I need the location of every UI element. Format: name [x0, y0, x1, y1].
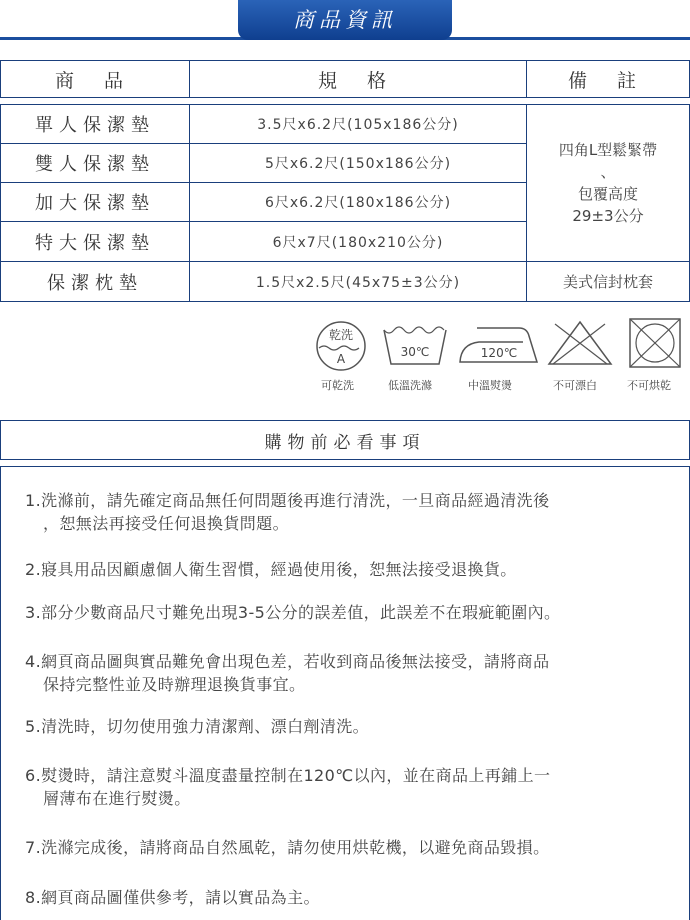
care-label-low-temp-wash: 低溫洗滌 — [388, 379, 432, 392]
notice-item — [25, 764, 675, 810]
wash-temp-text: 30℃ — [400, 345, 430, 359]
notice-item-line: 8.網頁商品圖僅供參考，請以實品為主。 — [25, 888, 320, 907]
note-line-1: 四角L型鬆緊帶 — [558, 141, 658, 159]
page-title: 商品資訊 — [238, 0, 452, 40]
notice-item-line: 3.部分少數商品尺寸難免出現3-5公分的誤差值，此誤差不在瑕疵範圍內。 — [25, 603, 561, 622]
notice-box — [0, 466, 690, 920]
notice-item — [25, 650, 675, 696]
notice-item-continuation: 保持完整性並及時辦理退換貨事宜。 — [43, 675, 306, 694]
note-pillow: 美式信封枕套 — [526, 261, 690, 302]
notice-item-line: 2.寢具用品因顧慮個人衛生習慣，經過使用後，恕無法接受退換貨。 — [25, 560, 517, 579]
product-spec-double: 5尺x6.2尺(150x186公分) — [189, 143, 527, 183]
notice-item — [25, 836, 675, 859]
product-name-double: 雙人保潔墊 — [0, 143, 190, 183]
title-bar — [0, 0, 690, 40]
product-spec-queen: 6尺x6.2尺(180x186公分) — [189, 182, 527, 222]
product-name-pillow: 保潔枕墊 — [0, 261, 190, 302]
care-label-no-tumble-dry: 不可烘乾 — [627, 379, 671, 392]
column-header-product: 商 品 — [0, 60, 190, 98]
product-name-single: 單人保潔墊 — [0, 104, 190, 144]
notice-item — [25, 715, 675, 738]
notice-item-line: 7.洗滌完成後，請將商品自然風乾，請勿使用烘乾機，以避免商品毀損。 — [25, 838, 550, 857]
care-label-no-bleach: 不可漂白 — [553, 379, 597, 392]
dry-clean-text: 乾洗 — [328, 328, 354, 342]
dry-clean-letter: A — [336, 352, 346, 366]
product-name-queen: 加大保潔墊 — [0, 182, 190, 222]
no-bleach-icon — [545, 318, 615, 368]
care-label-medium-iron: 中溫熨燙 — [468, 379, 512, 392]
notice-item-line: 5.清洗時，切勿使用強力清潔劑、漂白劑清洗。 — [25, 717, 370, 736]
notice-item-line: 4.網頁商品圖與實品難免會出現色差，若收到商品後無法接受，請將商品 — [25, 652, 550, 671]
notice-item — [25, 558, 675, 581]
notice-item — [25, 489, 675, 535]
note-line-3: 包覆高度 — [577, 185, 638, 203]
notice-title: 購物前必看事項 — [0, 420, 690, 460]
care-label-dry-clean: 可乾洗 — [321, 379, 354, 392]
medium-iron-icon — [457, 318, 541, 368]
notice-item — [25, 601, 675, 624]
low-temp-wash-icon — [381, 322, 449, 368]
product-spec-pillow: 1.5尺x2.5尺(45x75±3公分) — [189, 261, 527, 302]
notice-item-line: 6.熨燙時，請注意熨斗溫度盡量控制在120℃以內，並在商品上再鋪上一 — [25, 766, 551, 785]
no-tumble-dry-icon — [627, 316, 683, 370]
dry-clean-icon — [313, 320, 369, 372]
notice-item-line: 1.洗滌前，請先確定商品無任何問題後再進行清洗，一旦商品經過清洗後 — [25, 491, 550, 510]
note-line-2: 、 — [600, 163, 616, 181]
product-spec-king: 6尺x7尺(180x210公分) — [189, 221, 527, 262]
note-mattress-pads — [526, 104, 690, 262]
column-header-spec: 規 格 — [189, 60, 527, 98]
notice-item-continuation: 層薄布在進行熨燙。 — [43, 789, 191, 808]
notice-item — [25, 886, 675, 909]
column-header-note: 備 註 — [526, 60, 690, 98]
iron-temp-text: 120℃ — [480, 346, 518, 360]
product-spec-single: 3.5尺x6.2尺(105x186公分) — [189, 104, 527, 144]
notice-item-continuation: ，恕無法再接受任何退換貨問題。 — [43, 514, 290, 533]
product-name-king: 特大保潔墊 — [0, 221, 190, 262]
note-line-4: 29±3公分 — [572, 207, 644, 225]
